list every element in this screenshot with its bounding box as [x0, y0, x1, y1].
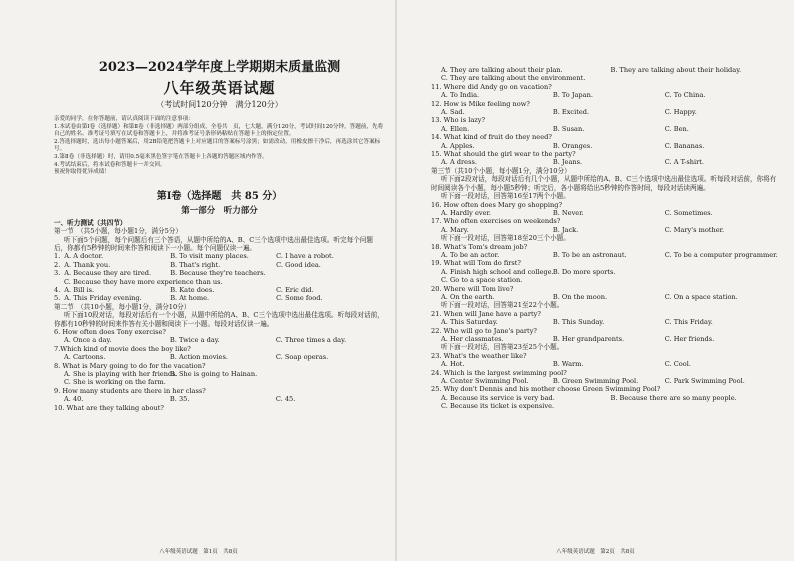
answer-options: [431, 142, 780, 150]
option: B. This Sunday.: [552, 318, 605, 327]
page-footer: 八年级英语试题 第2页 共8页: [556, 549, 635, 555]
section-heading: 第二节 （共10小题，每小题1分，满分10分）: [54, 302, 191, 311]
listening-continued: [431, 66, 780, 411]
answer-options: [431, 394, 780, 402]
option: B. Jeans.: [552, 158, 583, 167]
answer-options: [431, 125, 780, 133]
option: A. Because its service is very bad.: [441, 393, 555, 402]
option: B. To be an astronaut.: [552, 250, 627, 259]
option: B. She is going to Hainan.: [169, 370, 258, 379]
exam-year-title: 2023—2024学年度上学期期末质量监测: [98, 60, 341, 75]
dialogue-note: 听下面一段对话，回答第21至22个小题。: [441, 301, 564, 310]
instruction-line: 1.本试卷由第Ⅰ卷（选择题）和第Ⅱ卷（非选择题）两部分组成，全卷共 页，七大题，满分120分，考试时间120分钟。答题前，先将自己的姓名、准考证号填写在试卷和答题卡上，并将准考证号条形码粘贴在答题卡上的指定位置。: [54, 123, 384, 138]
option: A. Mary.: [441, 225, 469, 234]
question-number: 1.: [54, 252, 61, 261]
section-description: 听下面10段对话，每段对话后有一个小题，从题中所给的A、B、C三个选项中选出最佳选项。听每段对话前，你都有10秒钟的时间来作答有关小题和阅读下一小题。每段对话仅读一遍。: [54, 311, 384, 328]
answer-options: [431, 66, 780, 74]
question-stem: 24. Which is the largest swimming pool?: [431, 368, 567, 377]
instruction-line: 预祝你取得优异成绩！: [54, 169, 110, 176]
option: [257, 278, 321, 286]
exam-time-note: （考试时间120分钟 满分120分）: [156, 100, 283, 109]
question-list: [431, 352, 780, 386]
option: A. Once a day.: [64, 336, 112, 345]
option: C. Happy.: [664, 108, 697, 117]
question-row: [54, 269, 385, 277]
question-stem: 20. Where will Tom live?: [431, 284, 514, 293]
section-heading: 第一节 （共5小题，每小题1分，满分5分）: [54, 227, 182, 236]
option: C. To be a computer programmer.: [664, 250, 778, 259]
option: B. Susan.: [552, 124, 585, 133]
option: C. A T-shirt.: [664, 158, 704, 167]
option: B. Jack.: [552, 225, 579, 234]
option: A. Because they are tired.: [64, 269, 152, 278]
option: C. Because its ticket is expensive.: [441, 402, 555, 411]
option: [321, 278, 385, 286]
option: A. Finish high school and college.: [441, 267, 554, 276]
option: A. She is playing with her friends.: [64, 370, 178, 379]
answer-options: [431, 91, 780, 99]
question-list: [431, 83, 780, 167]
question-stem: 13. Who is lazy?: [431, 116, 486, 125]
option: C. Mary's mother.: [664, 225, 725, 234]
question-stem: 16. How often does Mary go shopping?: [431, 200, 563, 209]
option: A. Hardly ever.: [441, 208, 491, 217]
option: A. On the earth.: [441, 292, 495, 301]
part-title: 第一部分 听力部分: [181, 205, 258, 216]
section-heading: 第三节（共10个小题，每小题1分，满分10分）: [431, 166, 571, 175]
question-number: 4.: [54, 286, 61, 294]
answer-options: [431, 209, 780, 217]
question-stem: 12. How is Mike feeling now?: [431, 99, 530, 108]
question-list: [54, 328, 385, 412]
option: C. Sometimes.: [664, 208, 713, 217]
option: C. 45.: [275, 395, 296, 404]
answer-options: [431, 377, 780, 385]
exam-subject-title: 八年级英语试题: [163, 79, 276, 97]
option: C. Eric did.: [276, 286, 314, 294]
question-stem: 11. Where did Andy go on vacation?: [431, 82, 552, 91]
answer-options: [431, 226, 780, 234]
question-row: [54, 252, 385, 260]
option: A. They are talking about their plan.: [441, 66, 563, 74]
option: C. Soap operas.: [275, 353, 329, 362]
option: A. Sad.: [441, 108, 465, 117]
option: B. Oranges.: [552, 141, 593, 150]
question-stem: 19. What will Tom do first?: [431, 259, 521, 268]
option: A. Cartoons.: [64, 353, 106, 362]
option: [321, 378, 385, 386]
dialogue-note: 听下面一段对话，回答第23至25个小题。: [441, 343, 564, 352]
option: A. A dress.: [441, 158, 477, 167]
option: C. Some food.: [276, 294, 323, 303]
option: B. That's right.: [170, 260, 221, 269]
answer-options: [54, 278, 385, 286]
option: [645, 276, 712, 284]
answer-options: [431, 276, 780, 284]
instruction-line: 4.考试结束后，将本试卷和答题卡一并交回。: [54, 161, 166, 168]
option: C. Park Swimming Pool.: [664, 377, 745, 386]
option: C. I have a robot.: [276, 252, 334, 261]
section-description: 听下面2段对话，每段对话后有几个小题，从题中所给的A、B、C三个选项中选出最佳选项。听每段对话前，你将有时间阅读各个小题，每小题5秒钟；听完后，各小题将给出5秒钟的作答时间，每段对话读两遍。: [431, 175, 777, 192]
option: C. Good idea.: [276, 260, 321, 269]
answer-options: [431, 108, 780, 116]
option: [257, 378, 321, 386]
option: B. Green Swimming Pool.: [552, 377, 639, 386]
question-list: [54, 252, 385, 302]
answer-options: [431, 268, 780, 276]
question-stem: 9. How many students are there in her class?: [54, 386, 206, 395]
option: C. Go to a space station.: [441, 276, 523, 285]
option: A. Bill is.: [64, 286, 95, 294]
instructions-block: [54, 116, 385, 177]
question-number: 2.: [54, 260, 61, 269]
option: C. They are talking about the environment.: [441, 74, 586, 83]
option: C. Cool.: [664, 360, 691, 369]
dialogue-note: 听下面一段对话，回答第16至17两个小题。: [441, 192, 570, 201]
option: A. Center Swimming Pool.: [441, 377, 529, 386]
listening-heading: 一、听力测试（共四节）: [54, 218, 127, 227]
option: B. To Japan.: [552, 91, 593, 100]
option: A. 40.: [64, 395, 84, 404]
question-stem: 21. When will Jane have a party?: [431, 309, 541, 318]
question-stem: 18. What's Tom's dream job?: [431, 242, 528, 251]
option: C. Three times a day.: [275, 336, 347, 345]
option: C. On a space station.: [664, 292, 738, 301]
option: A. Apples.: [441, 141, 475, 150]
option: A. This Friday evening.: [64, 294, 142, 303]
section-description: 听下面5个问题，每个问题后有三个答语，从题中所给的A、B、C三个选项中选出最佳选项。听完每个问题后，你都有5秒钟的时间来作答和阅读下一小题。每个问题仅读一遍。: [54, 235, 373, 252]
question-stem: 15. What should the girl wear to the party?: [431, 150, 576, 159]
option: C. She is working on the farm.: [64, 378, 166, 387]
instruction-line: 3.第Ⅱ卷（非选择题）时，请用0.5毫米黑色签字笔在答题卡上各题的答题区域内作答。: [54, 153, 268, 160]
option: B. Because they're teachers.: [170, 269, 266, 278]
option: A. Her classmates.: [441, 335, 504, 343]
option: C. Because they have more experience than us.: [64, 277, 223, 286]
question-row: [54, 294, 385, 302]
question-row: [54, 286, 385, 294]
option: C. Her friends.: [664, 335, 715, 343]
option: A. To be an actor.: [441, 250, 500, 259]
option: B. On the moon.: [552, 292, 608, 301]
option: B. They are talking about their holiday.: [610, 66, 742, 74]
option: B. Excited.: [552, 108, 590, 117]
answer-options: [54, 370, 385, 378]
instruction-line: 亲爱的同学，在你答题前，请认真阅读下面的注意事项：: [54, 116, 194, 122]
option: [276, 370, 382, 378]
question-stem: 10. What are they talking about?: [54, 403, 164, 412]
option: C. Ben.: [664, 124, 689, 133]
option: B. Warm.: [552, 360, 584, 369]
question-number: 5.: [54, 294, 61, 303]
question-list: [431, 201, 780, 235]
option: C. Bananas.: [664, 141, 705, 150]
question-stem: 14. What kind of fruit do they need?: [431, 133, 552, 142]
answer-options: [431, 360, 780, 368]
option: C. To China.: [664, 91, 706, 100]
question-row: [54, 261, 385, 269]
question-list: [431, 310, 780, 344]
option: A. Thank you.: [64, 260, 111, 269]
right-page: [397, 0, 794, 561]
option: B. Her grandparents.: [552, 335, 625, 343]
option: A. To India.: [441, 91, 480, 100]
instruction-line: 2.答选择题时，选出每小题答案后，用2B铅笔把答题卡上对应题目的答案标号涂黑；如需改动，用橡皮擦干净后，再选涂其它答案标号。: [54, 138, 381, 153]
answer-options: [54, 336, 385, 344]
option: B. 35.: [169, 395, 190, 404]
question-stem: 25. Why don't Dennis and his mother choose Green Swimming Pool?: [431, 385, 661, 394]
option: [665, 268, 777, 276]
option: B. To visit many places.: [170, 252, 249, 261]
answer-options: [54, 353, 385, 361]
option: B. Twice a day.: [169, 336, 220, 345]
dialogue-note: 听下面一段对话，回答第18至20三个小题。: [441, 234, 570, 243]
option: C. This Friday.: [664, 318, 713, 327]
option: A. A doctor.: [64, 252, 104, 261]
volume-title: 第Ⅰ卷（选择题 共 85 分）: [156, 190, 283, 202]
answer-options: [431, 318, 780, 326]
question-number: 3.: [54, 269, 61, 278]
answer-options: [431, 158, 780, 166]
option: A. Hot.: [441, 360, 465, 369]
answer-options: [54, 378, 385, 386]
option: A. Ellen.: [441, 124, 470, 133]
option: B. Do more sports.: [552, 267, 616, 276]
option: A. This Saturday.: [441, 318, 498, 327]
answer-options: [54, 395, 385, 403]
answer-options: [431, 251, 780, 259]
question-list: [431, 243, 780, 302]
option: [713, 276, 780, 284]
option: B. At home.: [170, 294, 210, 303]
question-stem: 17. Who often exercises on weekends?: [431, 217, 561, 226]
question-stem: 8. What is Mary going to do for the vacation?: [54, 361, 206, 370]
question-stem: 23. What's the weather like?: [431, 351, 527, 360]
option: B. Because there are so many people.: [610, 393, 737, 402]
option: B. Kate does.: [170, 286, 215, 294]
option: [276, 269, 382, 277]
option: B. Never.: [552, 208, 584, 217]
question-stem: 7.Which kind of movie does the boy like?: [54, 344, 191, 353]
listening-section: [54, 219, 385, 412]
question-stem: 6. How often does Tony exercise?: [54, 328, 166, 337]
question-stem: 22. Who will go to Jane's party?: [431, 326, 537, 335]
page-footer: 八年级英语试题 第1页 共8页: [159, 549, 238, 555]
option: B. Action movies.: [169, 353, 228, 362]
